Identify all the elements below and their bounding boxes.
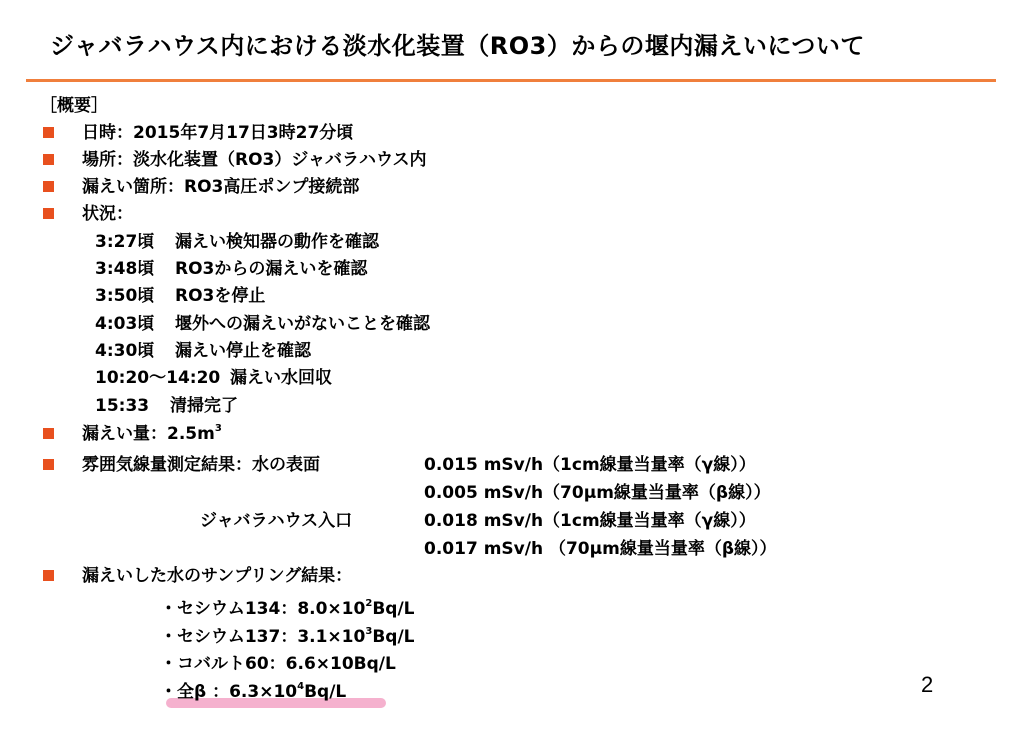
leak-amount-superscript: 3	[214, 423, 222, 435]
place-line: 場所：淡水化装置（RO3）ジャバラハウス内	[82, 150, 427, 170]
sample-exponent: 4	[297, 681, 305, 693]
date-line: 日時：2015年7月17日3時27分頃	[82, 123, 354, 143]
status-label: 状況：	[82, 204, 133, 224]
title-divider	[26, 79, 996, 82]
sample-all-beta	[160, 681, 346, 703]
bullet-square-icon	[43, 208, 54, 219]
bullet-square-icon	[43, 570, 54, 581]
sample-unit: Bq/L	[304, 682, 347, 702]
timeline-event: RO3からの漏えいを確認	[175, 259, 368, 279]
dose-surface-beta: 0.005 mSv/h（70μm線量当量率（β線））	[424, 483, 771, 503]
sampling-label: 漏えいした水のサンプリング結果：	[82, 566, 353, 586]
leak-amount-text: 漏えい量：2.5m	[82, 424, 215, 444]
timeline-event: 堰外への漏えいがないことを確認	[175, 314, 430, 334]
leak-point-line: 漏えい箇所：RO3高圧ポンプ接続部	[82, 177, 360, 197]
timeline-event: 漏えい水回収	[230, 368, 332, 388]
bullet-square-icon	[43, 459, 54, 470]
sample-text: ・セシウム137：3.1×10	[160, 627, 366, 647]
timeline-time: 3:50頃	[95, 286, 155, 306]
dose-entrance-gamma: 0.018 mSv/h（1cm線量当量率（γ線））	[424, 511, 756, 531]
sample-cs134	[160, 598, 414, 620]
overview-header: ［概要］	[40, 96, 108, 116]
sample-text: ・セシウム134：8.0×10	[160, 599, 366, 619]
timeline-event: 漏えい検知器の動作を確認	[175, 232, 379, 252]
page-title: ジャバラハウス内における淡水化装置（RO3）からの堰内漏えいについて	[50, 32, 865, 60]
sample-unit: Bq/L	[372, 599, 415, 619]
dose-entrance-beta: 0.017 mSv/h （70μm線量当量率（β線））	[424, 539, 777, 559]
sample-cs137	[160, 626, 414, 648]
bullet-square-icon	[43, 181, 54, 192]
bullet-square-icon	[43, 154, 54, 165]
dose-label: 雰囲気線量測定結果：水の表面	[82, 455, 320, 475]
sample-co60	[160, 653, 396, 675]
sample-exponent: 3	[365, 626, 373, 638]
dose-surface-gamma: 0.015 mSv/h（1cm線量当量率（γ線））	[424, 455, 756, 475]
timeline-time: 10:20〜14:20	[95, 368, 221, 388]
sample-text: ・コバルト60：6.6×10Bq/L	[160, 654, 396, 674]
timeline-event: RO3を停止	[175, 286, 266, 306]
sample-text: ・全β ：6.3×10	[160, 682, 298, 702]
timeline-time: 3:27頃	[95, 232, 155, 252]
sample-exponent: 2	[365, 598, 373, 610]
sample-unit: Bq/L	[372, 627, 415, 647]
bullet-square-icon	[43, 127, 54, 138]
leak-amount-line	[82, 423, 222, 445]
timeline-time: 3:48頃	[95, 259, 155, 279]
timeline-time: 15:33	[95, 396, 150, 416]
timeline-event: 漏えい停止を確認	[175, 341, 311, 361]
timeline-time: 4:03頃	[95, 314, 155, 334]
timeline-event: 清掃完了	[170, 396, 238, 416]
page-number: 2	[921, 672, 934, 697]
bullet-square-icon	[43, 428, 54, 439]
dose-entrance-label: ジャバラハウス入口	[200, 511, 353, 531]
timeline-time: 4:30頃	[95, 341, 155, 361]
